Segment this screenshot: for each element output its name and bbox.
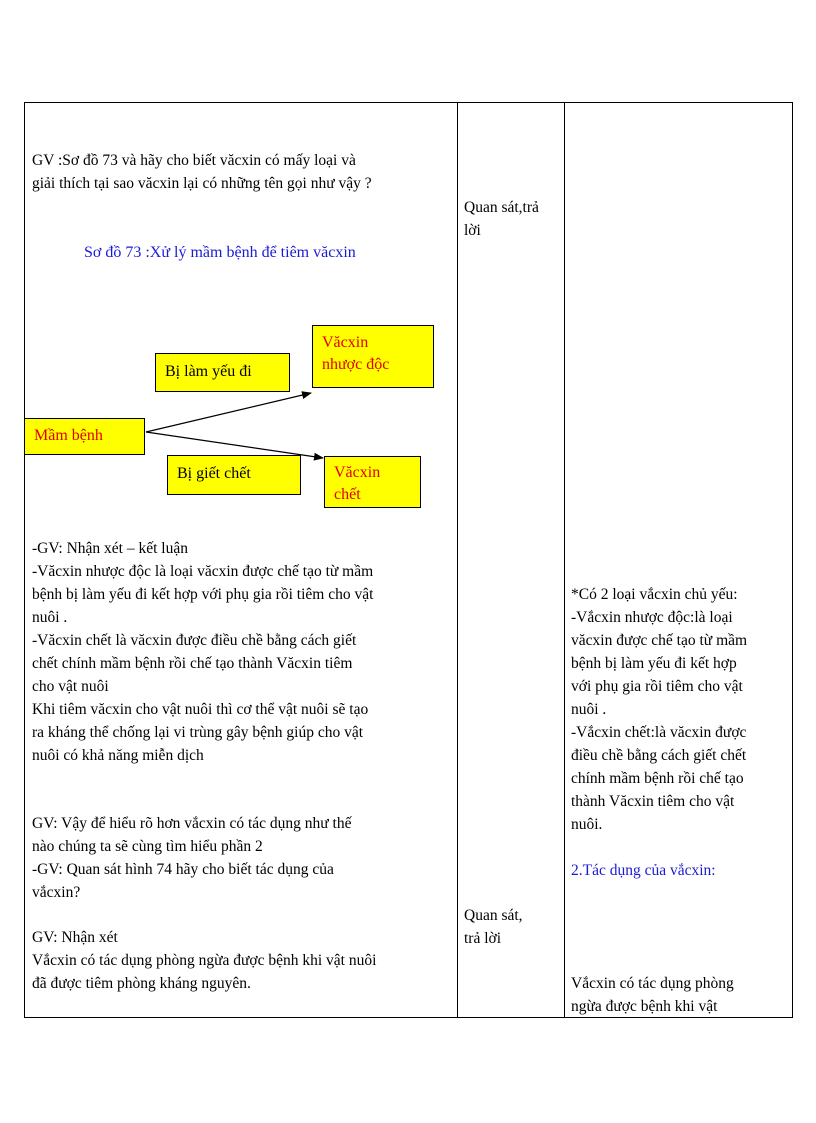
section-heading: 2.Tác dụng của vắcxin: — [571, 862, 716, 879]
question-line: GV :Sơ đồ 73 và hãy cho biết văcxin có mấy loại và — [32, 152, 356, 169]
killed-vaccine-line: chết — [334, 486, 361, 503]
teacher-conclusion — [32, 537, 373, 767]
answer-line: Quan sát, — [464, 907, 523, 924]
summary-line: -Vắcxin chết:là văcxin được — [571, 724, 747, 741]
body-line: nuôi . — [32, 609, 68, 626]
summary-line: -Vắcxin nhược độc:là loại — [571, 609, 733, 626]
body-line: nào chúng ta sẽ cùng tìm hiểu phần 2 — [32, 838, 263, 855]
killed-vaccine-line: Văcxin — [334, 464, 381, 481]
attenuated-vaccine-line: Văcxin — [322, 334, 369, 351]
body-line: Khi tiêm văcxin cho vật nuôi thì cơ thể vật nuôi sẽ tạo — [32, 701, 369, 718]
body-line: -GV: Nhận xét – kết luận — [32, 540, 188, 557]
summary-line: chính mầm bệnh rồi chế tạo — [571, 770, 744, 787]
content-effect — [571, 972, 734, 1018]
body-line: đã được tiêm phòng kháng nguyên. — [32, 975, 251, 992]
summary-line: bệnh bị làm yếu đi kết hợp — [571, 655, 737, 672]
body-line: cho vật nuôi — [32, 678, 109, 695]
teacher-remark — [32, 926, 376, 995]
body-line: GV: Nhận xét — [32, 929, 118, 946]
student-answer-2 — [464, 904, 523, 950]
source-label: Mầm bệnh — [34, 427, 103, 444]
effect-line: ngừa được bệnh khi vật — [571, 998, 718, 1015]
body-line: GV: Vậy để hiểu rõ hơn vắcxin có tác dụng như thế — [32, 815, 352, 832]
body-line: nuôi có khả năng miễn dịch — [32, 747, 204, 764]
summary-line: với phụ gia rồi tiêm cho vật — [571, 678, 743, 695]
effect-line: Vắcxin có tác dụng phòng — [571, 975, 734, 992]
answer-line: lời — [464, 222, 481, 239]
question-line: giải thích tại sao văcxin lại có những tên gọi như vậy ? — [32, 175, 372, 192]
arrow-to-attenuated — [146, 393, 311, 432]
body-line: -Văcxin chết là văcxin được điều chề bằng cách giết — [32, 632, 357, 649]
answer-line: Quan sát,trả — [464, 199, 539, 216]
summary-line: điều chề bằng cách giết chết — [571, 747, 747, 764]
summary-line: *Có 2 loại vắcxin chủ yếu: — [571, 586, 738, 603]
diagram-title: Sơ đồ 73 :Xử lý mầm bệnh để tiêm văcxin — [84, 244, 356, 261]
teacher-transition — [32, 812, 351, 904]
body-line: -GV: Quan sát hình 74 hãy cho biết tác dụng của — [32, 861, 334, 878]
body-line: Vắcxin có tác dụng phòng ngừa được bệnh khi vật nuôi — [32, 952, 377, 969]
summary-line: nuôi. — [571, 816, 603, 833]
content-summary — [571, 583, 747, 836]
arrow-to-killed — [146, 432, 323, 458]
summary-line: thành Văcxin tiêm cho vật — [571, 793, 735, 810]
killed-label: Bị giết chết — [177, 465, 251, 482]
body-line: -Văcxin nhược độc là loại văcxin được chế tạo từ mầm — [32, 563, 374, 580]
summary-line: văcxin được chế tạo từ mầm — [571, 632, 748, 649]
student-answer-1 — [464, 196, 539, 242]
body-line: chết chính mầm bệnh rồi chế tạo thành Văcxin tiêm — [32, 655, 353, 672]
body-line: bệnh bị làm yếu đi kết hợp với phụ gia rồi tiêm cho vật — [32, 586, 374, 603]
summary-line: nuôi . — [571, 701, 607, 718]
body-line: ra kháng thể chống lại vi trùng gây bệnh giúp cho vật — [32, 724, 364, 741]
attenuated-vaccine-line: nhược độc — [322, 356, 390, 373]
answer-line: trả lời — [464, 930, 502, 947]
weakened-label: Bị làm yếu đi — [165, 363, 252, 380]
body-line: vắcxin? — [32, 884, 81, 901]
